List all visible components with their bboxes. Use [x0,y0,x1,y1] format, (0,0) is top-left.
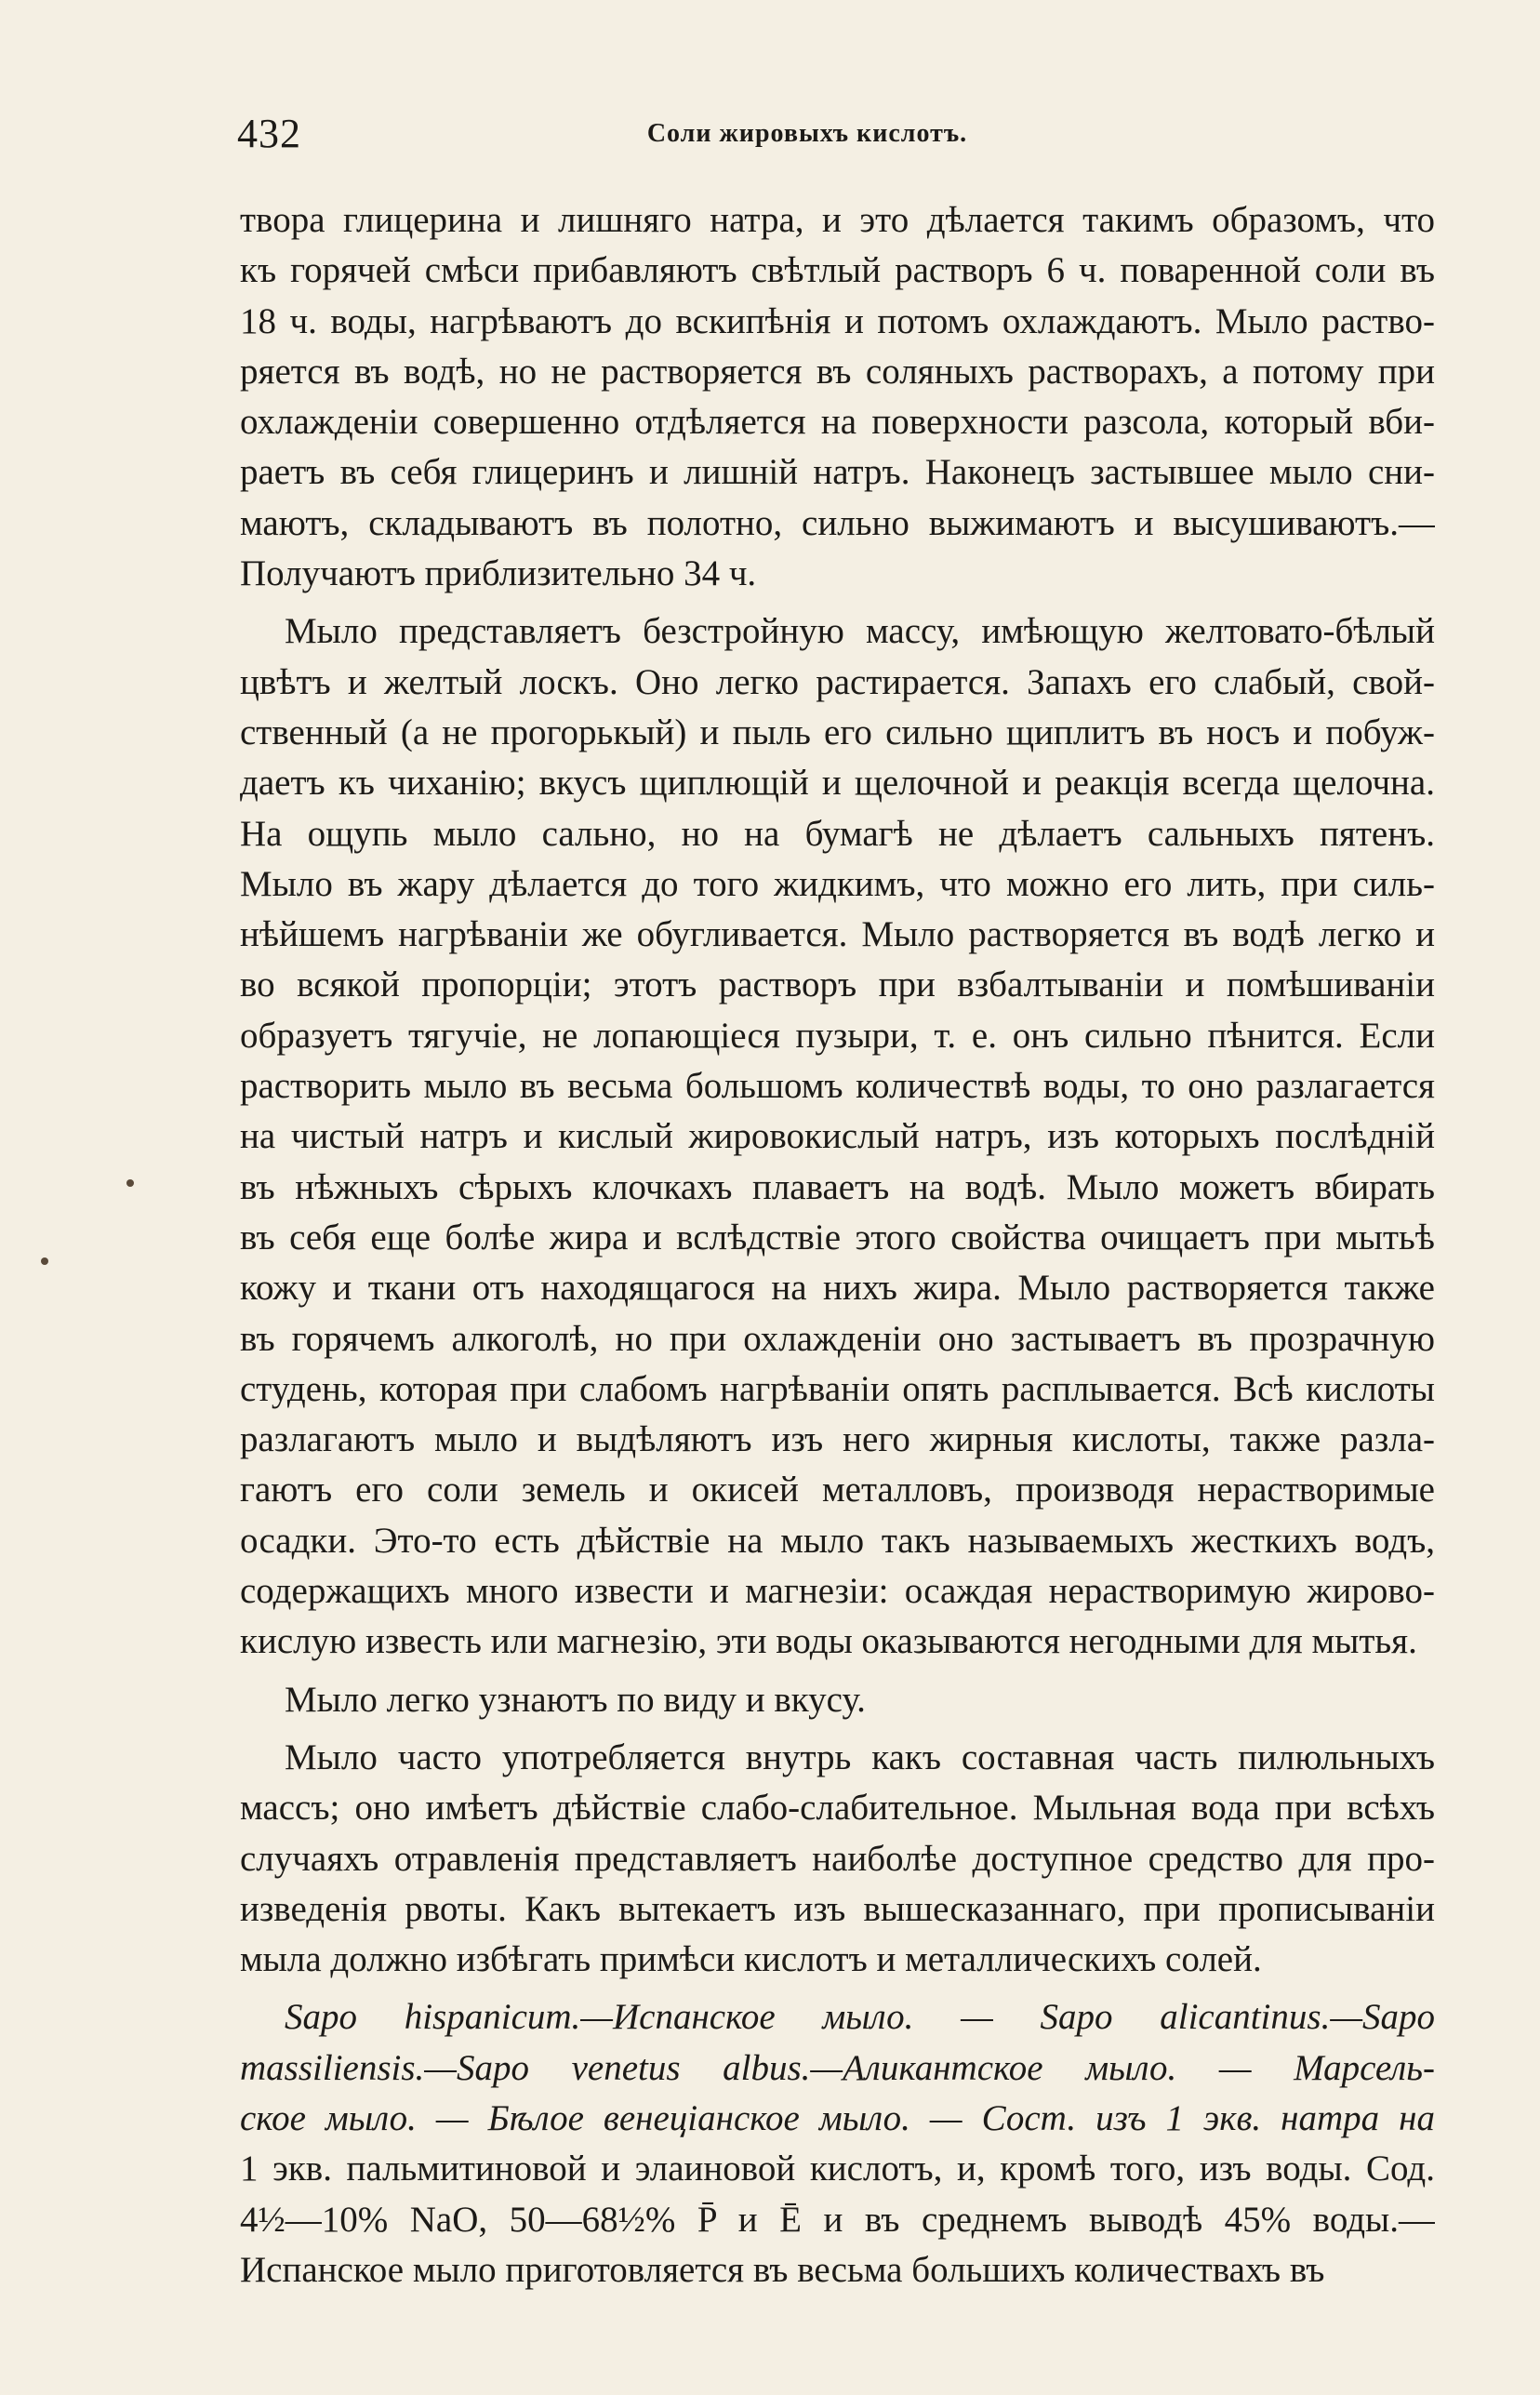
paragraph [240,1992,1435,2295]
text-line: случаяхъ отравленія представляетъ наиболѣе доступное средство для про- [240,1838,1435,1879]
text-line: 1 экв. пальмитиновой и элаиновой кислотъ, и, кромѣ того, изъ воды. Сод. [240,2149,1435,2189]
paragraph [240,195,1435,599]
text-line: 4½—10% NaO, 50—68½% P̄ и Ē и въ среднемъ выводѣ 45% воды.— [240,2199,1435,2240]
text-line: Sapo hispanicum.—Испанское мыло. — Sapo alicantinus.—Sapo [285,1997,1435,2038]
text-line: разлагаютъ мыло и выдѣляютъ изъ него жирныя кислоты, также разла- [240,1419,1435,1460]
text-line: даетъ къ чиханію; вкусъ щиплющій и щелочной и реакція всегда щелочна. [240,763,1435,804]
text-line: студень, которая при слабомъ нагрѣваніи опять расплывается. Всѣ кислоты [240,1368,1435,1409]
text-line: Испанское мыло приготовляется въ весьма большихъ количествахъ въ [240,2249,1325,2290]
text-line: осадки. Это-то есть дѣйствіе на мыло такъ называемыхъ жесткихъ водъ, [240,1520,1435,1561]
text-line: ское мыло. — Бѣлое венеціанское мыло. — Сост. изъ 1 экв. натра на [240,2097,1435,2138]
text-line: гаютъ его соли земель и окисей металловъ, производя нерастворимые [240,1470,1435,1510]
margin-mark [126,1179,134,1187]
text-line: во всякой пропорціи; этотъ растворъ при взбалтываніи и помѣшиваніи [240,965,1435,1005]
text-line: massiliensis.—Sapo venetus albus.—Аликантское мыло. — Марсель- [240,2047,1435,2088]
text-line: Мыло легко узнаютъ по виду и вкусу. [285,1679,866,1720]
paragraph [240,606,1435,1667]
text-line: въ нѣжныхъ сѣрыхъ клочкахъ плаваетъ на водѣ. Мыло можетъ вбирать [240,1166,1435,1207]
text-line: мыла должно избѣгать примѣси кислотъ и металлическихъ солей. [240,1939,1262,1980]
body-text [240,195,1435,2303]
text-line: охлажденіи совершенно отдѣляется на поверхности разсола, который вби- [240,402,1435,443]
text-line: Мыло представляетъ безстройную массу, имѣющую желтовато-бѣлый [285,611,1435,652]
text-line: содержащихъ много извести и магнезіи: осаждая нерастворимую жирово- [240,1571,1435,1612]
margin-mark [41,1257,48,1265]
text-line: къ горячей смѣси прибавляютъ свѣтлый растворъ 6 ч. поваренной соли въ [240,250,1435,291]
text-line: твора глицерина и лишняго натра, и это дѣлается такимъ образомъ, что [240,200,1435,240]
text-line: изведенія рвоты. Какъ вытекаетъ изъ вышесказаннаго, при прописываніи [240,1888,1435,1929]
paragraph [240,1733,1435,1985]
text-line: кислую известь или магнезію, эти воды оказываются негодными для мытья. [240,1621,1417,1662]
text-line: 18 ч. воды, нагрѣваютъ до вскипѣнія и потомъ охлаждаютъ. Мыло раство- [240,300,1435,341]
text-line: кожу и ткани отъ находящагося на нихъ жира. Мыло растворяется также [240,1268,1435,1309]
text-line: раетъ въ себя глицеринъ и лишній натръ. Наконецъ застывшее мыло сни- [240,452,1435,493]
paragraph [240,1675,1435,1725]
text-line: ряется въ водѣ, но не растворяется въ соляныхъ растворахъ, а потому при [240,351,1435,392]
text-line: въ горячемъ алкоголѣ, но при охлажденіи оно застываетъ въ прозрачную [240,1318,1435,1359]
text-line: На ощупь мыло сально, но на бумагѣ не дѣлаетъ сальныхъ пятенъ. [240,813,1435,854]
text-line: цвѣтъ и желтый лоскъ. Оно легко растирается. Запахъ его слабый, свой- [240,661,1435,702]
running-title: Соли жировыхъ кислотъ. [646,119,968,148]
text-line: ственный (а не прогорькый) и пыль его сильно щиплитъ въ носъ и побуж- [240,712,1435,752]
text-line: массъ; оно имѣетъ дѣйствіе слабо-слабительное. Мыльная вода при всѣхъ [240,1788,1435,1829]
page-number: 432 [237,111,301,156]
text-line: Получаютъ приблизительно 34 ч. [240,553,757,594]
text-line: нѣйшемъ нагрѣваніи же обугливается. Мыло растворяется въ водѣ легко и [240,914,1435,955]
text-line: въ себя еще болѣе жира и вслѣдствіе этого свойства очищаетъ при мытьѣ [240,1217,1435,1257]
text-line: на чистый натръ и кислый жировокислый натръ, изъ которыхъ послѣдній [240,1116,1435,1157]
text-line: Мыло въ жару дѣлается до того жидкимъ, что можно его лить, при силь- [240,863,1435,904]
text-line: растворить мыло въ весьма большомъ количествѣ воды, то оно разлагается [240,1066,1435,1107]
text-line: Мыло часто употребляется внутрь какъ составная часть пилюльныхъ [285,1736,1435,1777]
text-line: образуетъ тягучіе, не лопающіеся пузыри, т. е. онъ сильно пѣнится. Если [240,1015,1435,1056]
text-line: маютъ, складываютъ въ полотно, сильно выжимаютъ и высушиваютъ.— [240,502,1435,543]
